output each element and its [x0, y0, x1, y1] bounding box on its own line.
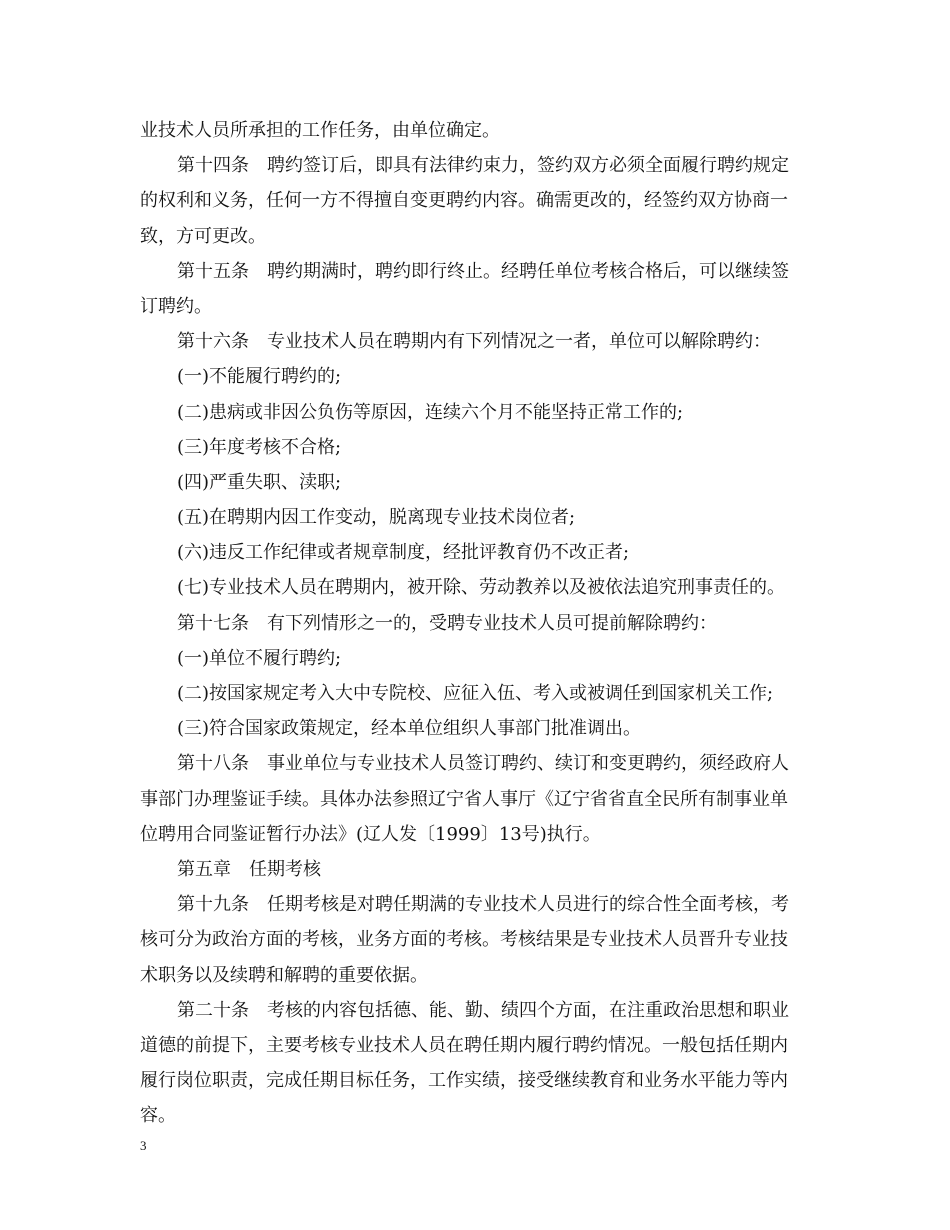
- text-line: 核可分为政治方面的考核，业务方面的考核。考核结果是专业技术人员晋升专业技: [140, 929, 788, 951]
- list-item: (一)不能履行聘约的;: [177, 366, 342, 388]
- list-item: (五)在聘期内因工作变动，脱离现专业技术岗位者;: [177, 507, 576, 529]
- text-line: 道德的前提下，主要考核专业技术人员在聘任期内履行聘约情况。一般包括任期内: [140, 1034, 788, 1056]
- text-line: 致，方可更改。: [140, 225, 266, 247]
- article-18-heading-line: 第十八条 事业单位与专业技术人员签订聘约、续订和变更聘约，须经政府人: [177, 753, 789, 775]
- chapter-5-title: 第五章 任期考核: [177, 858, 321, 880]
- article-16-heading-line: 第十六条 专业技术人员在聘期内有下列情况之一者，单位可以解除聘约：: [177, 331, 771, 353]
- text-line: 订聘约。: [140, 295, 212, 317]
- list-item: (四)严重失职、渎职;: [177, 471, 342, 493]
- article-20-heading-line: 第二十条 考核的内容包括德、能、勤、绩四个方面，在注重政治思想和职业: [177, 999, 789, 1021]
- article-19-heading-line: 第十九条 任期考核是对聘任期满的专业技术人员进行的综合性全面考核，考: [177, 894, 789, 916]
- list-item: (三)年度考核不合格;: [177, 436, 342, 458]
- list-item: (一)单位不履行聘约;: [177, 647, 342, 669]
- text-line: 的权利和义务，任何一方不得擅自变更聘约内容。确需更改的，经签约双方协商一: [140, 190, 788, 212]
- list-item: (三)符合国家政策规定，经本单位组织人事部门批准调出。: [177, 718, 642, 740]
- document-text: [140, 113, 815, 1133]
- text-line: 位聘用合同鉴证暂行办法》(辽人发〔1999〕13号)执行。: [140, 823, 601, 845]
- list-item: (二)患病或非因公负伤等原因，连续六个月不能坚持正常工作的;: [177, 401, 684, 423]
- list-item: (六)违反工作纪律或者规章制度，经批评教育仍不改正者;: [177, 542, 630, 564]
- article-15-heading-line: 第十五条 聘约期满时，聘约即行终止。经聘任单位考核合格后，可以继续签: [177, 260, 789, 282]
- article-14-heading-line: 第十四条 聘约签订后，即具有法律约束力，签约双方必须全面履行聘约规定: [177, 155, 789, 177]
- article-17-heading-line: 第十七条 有下列情形之一的，受聘专业技术人员可提前解除聘约：: [177, 612, 717, 634]
- text-line: 业技术人员所承担的工作任务，由单位确定。: [140, 120, 500, 141]
- text-line: 容。: [140, 1105, 176, 1127]
- page-number: 3: [140, 1138, 147, 1153]
- text-line: 履行岗位职责，完成任期目标任务，工作实绩，接受继续教育和业务水平能力等内: [140, 1070, 788, 1092]
- list-item: (七)专业技术人员在聘期内，被开除、劳动教养以及被依法追究刑事责任的。: [177, 577, 786, 599]
- text-line: 术职务以及续聘和解聘的重要依据。: [140, 964, 428, 986]
- list-item: (二)按国家规定考入大中专院校、应征入伍、考入或被调任到国家机关工作;: [177, 683, 774, 704]
- text-line: 事部门办理鉴证手续。具体办法参照辽宁省人事厅《辽宁省省直全民所有制事业单: [140, 788, 788, 810]
